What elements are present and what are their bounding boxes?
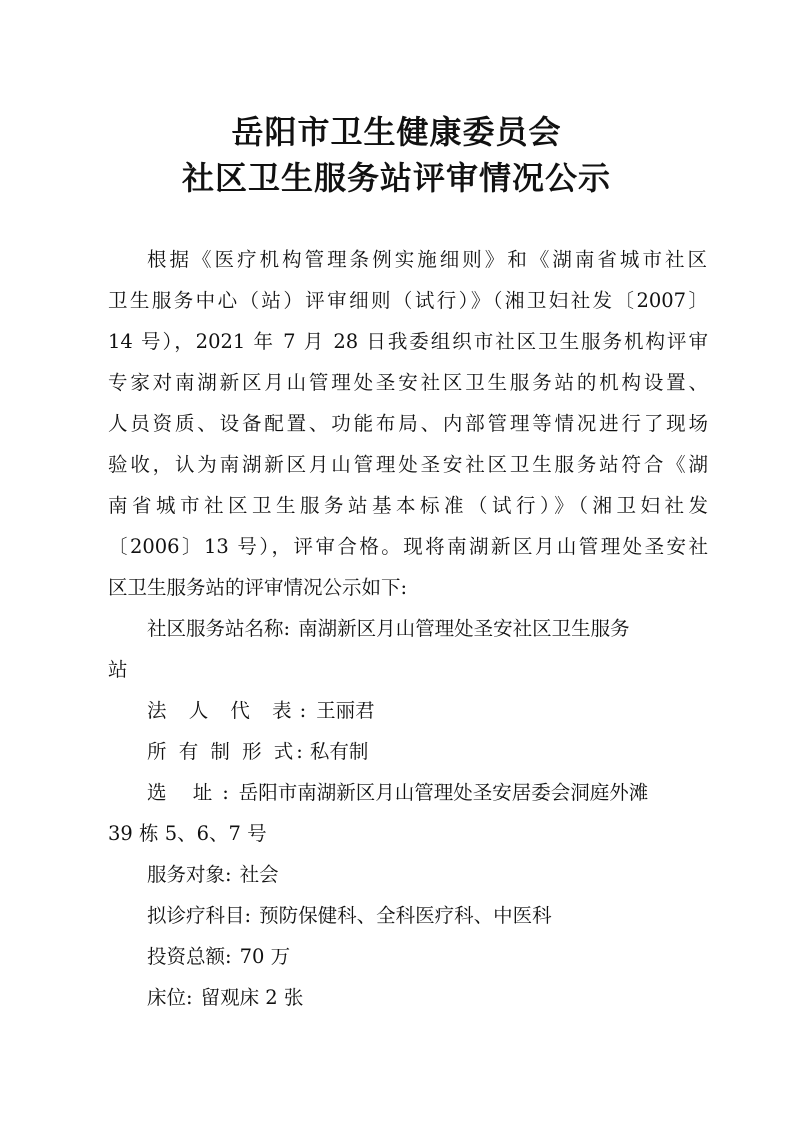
paragraph-line: 14 号），2021 年 7 月 28 日我委组织市社区卫生服务机构评审 bbox=[108, 330, 708, 353]
field-departments bbox=[147, 898, 707, 934]
investment-label: 投资总额: bbox=[147, 945, 232, 968]
paragraph-line: 区卫生服务站的评审情况公示如下: bbox=[108, 576, 408, 599]
paragraph-line: 人员资质、设备配置、功能布局、内部管理等情况进行了现场 bbox=[108, 412, 708, 435]
field-investment bbox=[147, 939, 707, 975]
address-value-continued: 39 栋 5、6、7 号 bbox=[108, 822, 267, 845]
paragraph-line: 〔2006〕13 号），评审合格。现将南湖新区月山管理处圣安社 bbox=[108, 535, 708, 558]
beds-value: 留观床 2 张 bbox=[200, 986, 304, 1009]
legal-rep-label: 法 人 代 表: bbox=[147, 699, 315, 722]
field-legal-representative bbox=[147, 693, 707, 729]
field-address bbox=[147, 775, 707, 811]
ownership-value: 私有制 bbox=[309, 740, 369, 763]
paragraph-line: 南省城市社区卫生服务站基本标准（试行）》（湘卫妇社发 bbox=[108, 494, 708, 517]
investment-value: 70 万 bbox=[239, 945, 291, 968]
field-station-name bbox=[147, 611, 707, 647]
address-label: 选 址: bbox=[147, 781, 239, 804]
field-ownership bbox=[147, 734, 707, 770]
paragraph-line: 卫生服务中心（站）评审细则（试行）》（湘卫妇社发〔2007〕 bbox=[108, 289, 708, 312]
document-title-subject: 社区卫生服务站评审情况公示 bbox=[181, 159, 611, 197]
station-name-label: 社区服务站名称: bbox=[147, 617, 291, 640]
beds-label: 床位: bbox=[147, 986, 193, 1009]
paragraph-line: 专家对南湖新区月山管理处圣安社区卫生服务站的机构设置、 bbox=[108, 371, 708, 394]
station-name-value: 南湖新区月山管理处圣安社区卫生服务 bbox=[298, 617, 630, 640]
paragraph-line: 验收，认为南湖新区月山管理处圣安社区卫生服务站符合《湖 bbox=[108, 453, 708, 476]
document-title-issuer: 岳阳市卫生健康委员会 bbox=[231, 113, 562, 151]
departments-value: 预防保健科、全科医疗科、中医科 bbox=[259, 904, 552, 927]
service-target-label: 服务对象: bbox=[147, 863, 232, 886]
field-beds bbox=[147, 980, 707, 1016]
departments-label: 拟诊疗科目: bbox=[147, 904, 252, 927]
legal-rep-value: 王丽君 bbox=[316, 699, 375, 722]
station-name-value-continued: 站 bbox=[108, 658, 128, 681]
service-target-value: 社会 bbox=[239, 863, 279, 886]
address-value: 岳阳市南湖新区月山管理处圣安居委会洞庭外滩 bbox=[238, 781, 649, 804]
field-service-target bbox=[147, 857, 707, 893]
paragraph-line: 根据《医疗机构管理条例实施细则》和《湖南省城市社区 bbox=[147, 248, 707, 271]
ownership-label: 所 有 制 形 式: bbox=[147, 740, 306, 763]
